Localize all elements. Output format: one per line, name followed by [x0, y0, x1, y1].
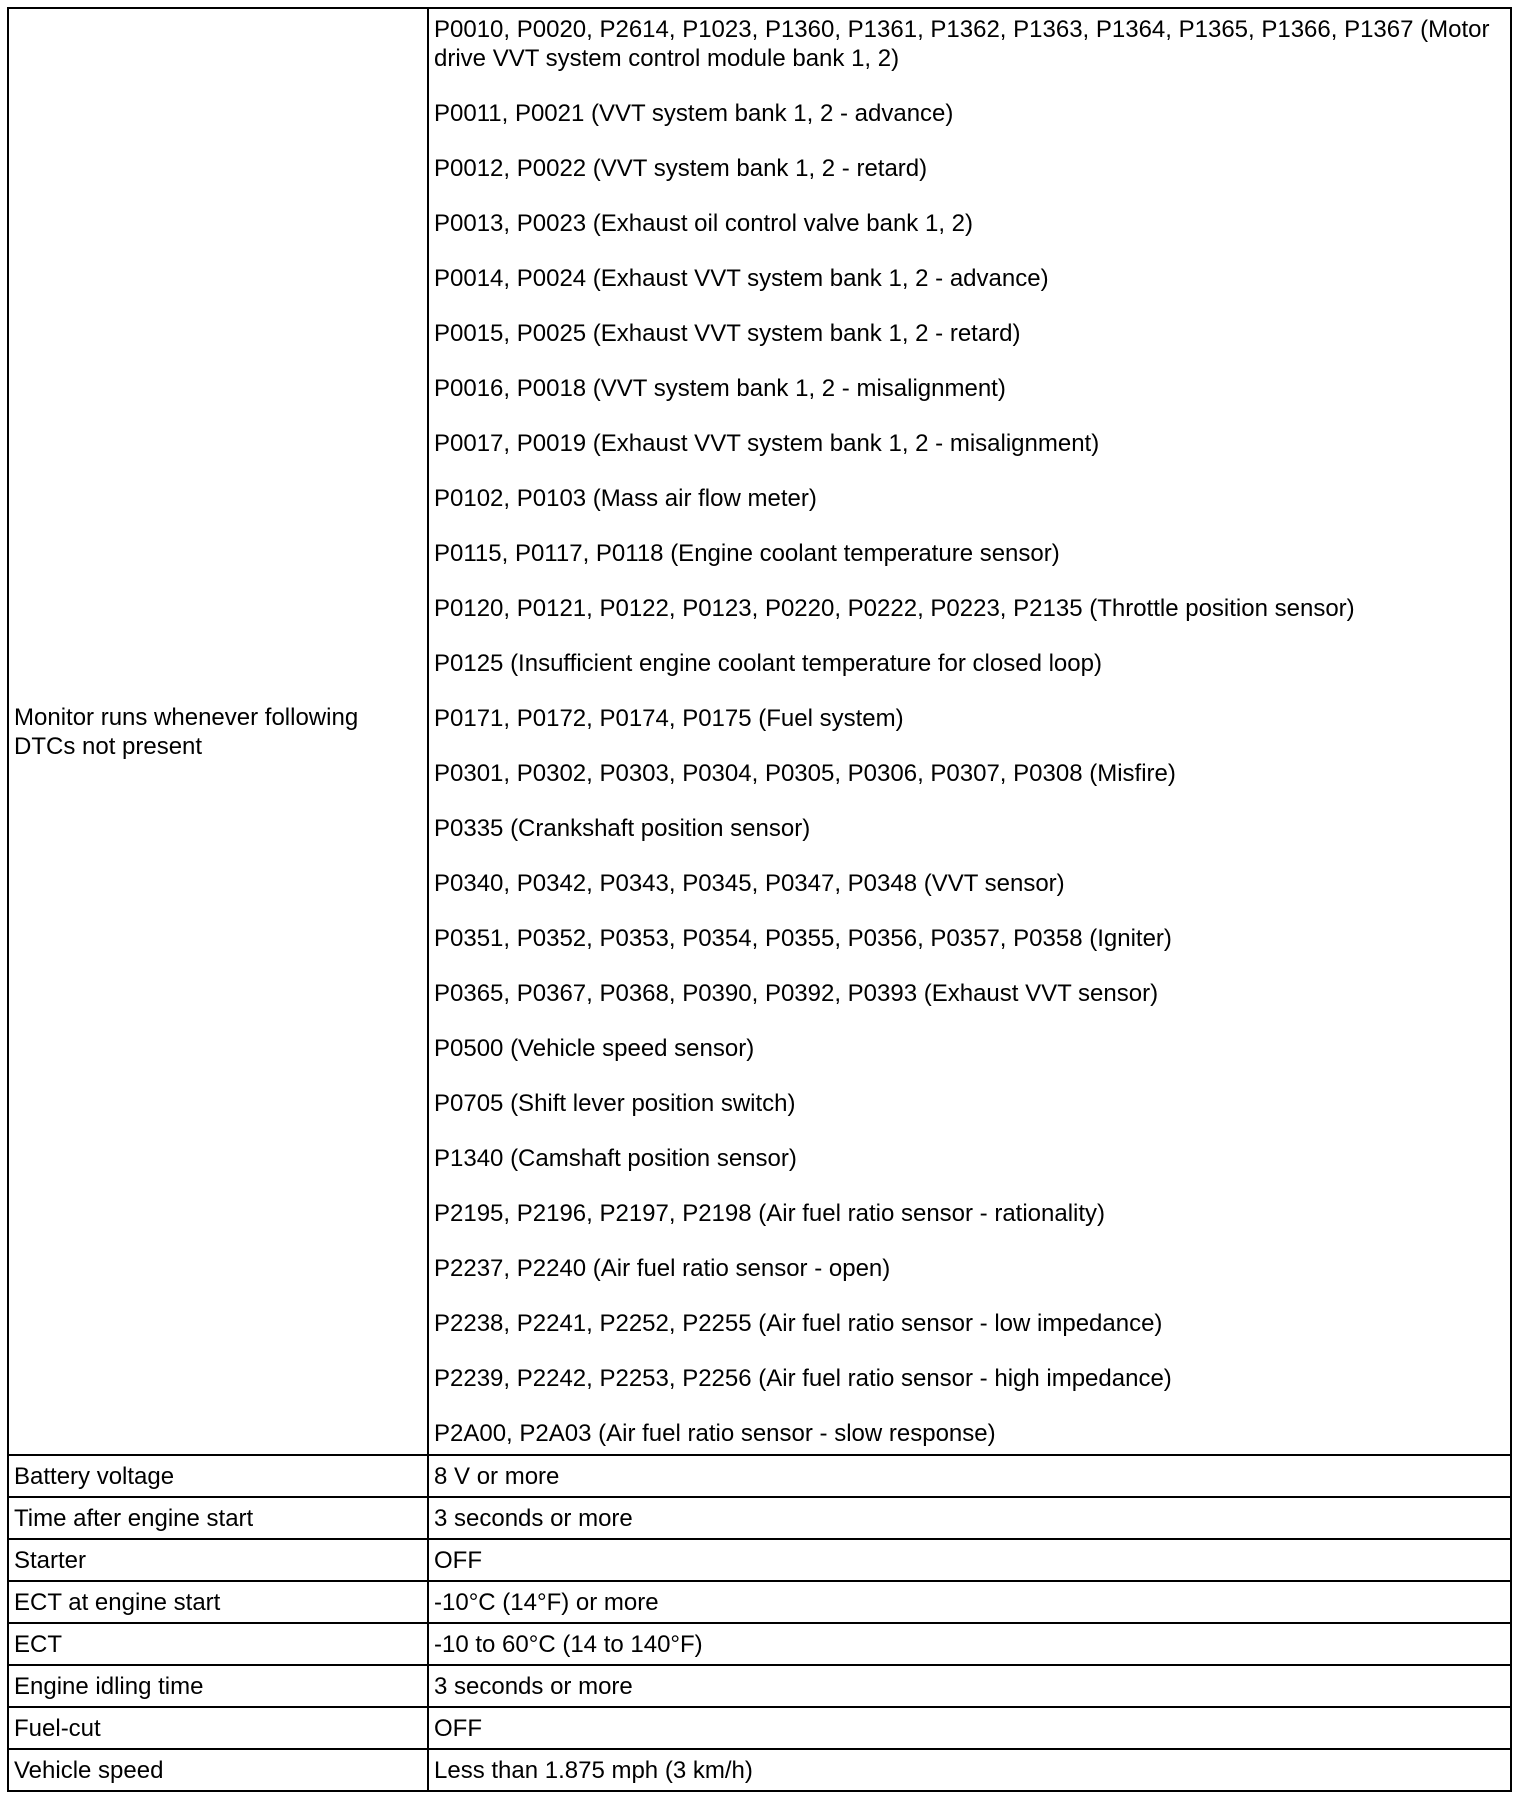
dtc-item: P0017, P0019 (Exhaust VVT system bank 1, 2 - misalignment): [434, 430, 1100, 457]
dtc-item: P0012, P0022 (VVT system bank 1, 2 - retard): [434, 155, 928, 182]
dtc-item: P0351, P0352, P0353, P0354, P0355, P0356, P0357, P0358 (Igniter): [434, 925, 1172, 952]
dtc-item: P2239, P2242, P2253, P2256 (Air fuel ratio sensor - high impedance): [434, 1365, 1172, 1392]
condition-value: 8 V or more: [428, 1455, 1511, 1497]
condition-label: Fuel-cut: [8, 1707, 428, 1749]
condition-label: ECT: [8, 1623, 428, 1665]
table-row: [8, 1539, 1511, 1581]
condition-value: 3 seconds or more: [428, 1665, 1511, 1707]
monitor-label-cell: Monitor runs whenever following DTCs not present: [8, 8, 428, 1455]
table-row: [8, 1623, 1511, 1665]
table-row: [8, 1497, 1511, 1539]
dtc-item: P2238, P2241, P2252, P2255 (Air fuel ratio sensor - low impedance): [434, 1310, 1163, 1337]
table-row: [8, 1581, 1511, 1623]
table-row-monitor: [8, 8, 1511, 1455]
dtc-item: P0171, P0172, P0174, P0175 (Fuel system): [434, 705, 904, 732]
condition-value: -10°C (14°F) or more: [428, 1581, 1511, 1623]
dtc-item: P0014, P0024 (Exhaust VVT system bank 1, 2 - advance): [434, 265, 1049, 292]
dtc-item: P0301, P0302, P0303, P0304, P0305, P0306, P0307, P0308 (Misfire): [434, 760, 1176, 787]
condition-value: -10 to 60°C (14 to 140°F): [428, 1623, 1511, 1665]
dtc-item: P0011, P0021 (VVT system bank 1, 2 - advance): [434, 100, 954, 127]
conditions-table: [7, 7, 1512, 1792]
dtc-item: P0013, P0023 (Exhaust oil control valve bank 1, 2): [434, 210, 973, 237]
dtc-list-cell: [428, 8, 1511, 1455]
condition-label: Starter: [8, 1539, 428, 1581]
dtc-item: P2195, P2196, P2197, P2198 (Air fuel ratio sensor - rationality): [434, 1200, 1106, 1227]
dtc-item: P0340, P0342, P0343, P0345, P0347, P0348 (VVT sensor): [434, 870, 1065, 897]
dtc-item: P0015, P0025 (Exhaust VVT system bank 1, 2 - retard): [434, 320, 1021, 347]
table-row: [8, 1749, 1511, 1791]
dtc-item: P1340 (Camshaft position sensor): [434, 1145, 797, 1172]
dtc-item: P0120, P0121, P0122, P0123, P0220, P0222, P0223, P2135 (Throttle position sensor): [434, 595, 1355, 622]
dtc-item: P0016, P0018 (VVT system bank 1, 2 - misalignment): [434, 375, 1006, 402]
dtc-item: P0125 (Insufficient engine coolant temperature for closed loop): [434, 650, 1102, 677]
table-row: [8, 1455, 1511, 1497]
condition-label: Vehicle speed: [8, 1749, 428, 1791]
condition-label: Time after engine start: [8, 1497, 428, 1539]
dtc-item: P0102, P0103 (Mass air flow meter): [434, 485, 817, 512]
condition-label: Engine idling time: [8, 1665, 428, 1707]
dtc-item: P2A00, P2A03 (Air fuel ratio sensor - slow response): [434, 1420, 996, 1447]
dtc-item: P0115, P0117, P0118 (Engine coolant temperature sensor): [434, 540, 1060, 567]
condition-value: Less than 1.875 mph (3 km/h): [428, 1749, 1511, 1791]
dtc-item: P0705 (Shift lever position switch): [434, 1090, 796, 1117]
condition-value: OFF: [428, 1707, 1511, 1749]
condition-value: 3 seconds or more: [428, 1497, 1511, 1539]
table-row: [8, 1665, 1511, 1707]
dtc-item: P0010, P0020, P2614, P1023, P1360, P1361, P1362, P1363, P1364, P1365, P1366, P1367 (Motor drive VVT system control module bank 1, 2): [434, 16, 1490, 72]
dtc-item: P0335 (Crankshaft position sensor): [434, 815, 811, 842]
condition-value: OFF: [428, 1539, 1511, 1581]
dtc-item: P0365, P0367, P0368, P0390, P0392, P0393 (Exhaust VVT sensor): [434, 980, 1159, 1007]
table-row: [8, 1707, 1511, 1749]
condition-label: ECT at engine start: [8, 1581, 428, 1623]
dtc-item: P0500 (Vehicle speed sensor): [434, 1035, 755, 1062]
dtc-item: P2237, P2240 (Air fuel ratio sensor - open): [434, 1255, 891, 1282]
condition-label: Battery voltage: [8, 1455, 428, 1497]
